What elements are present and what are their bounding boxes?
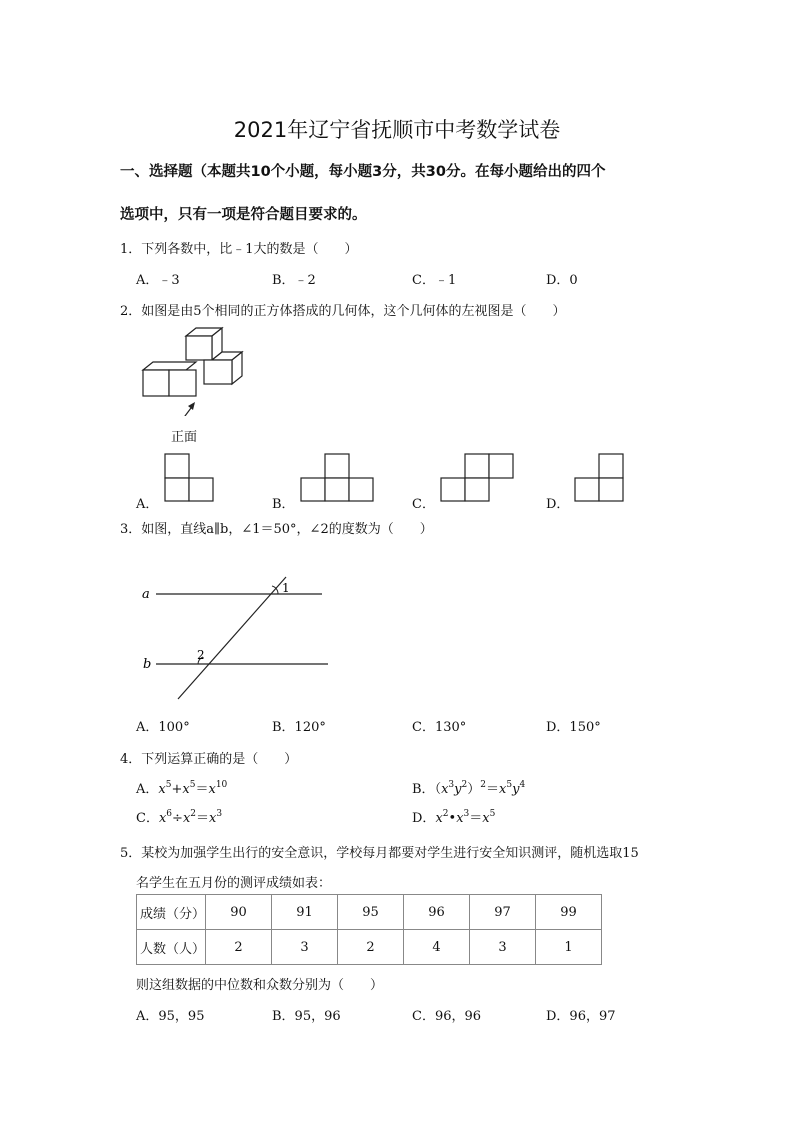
q2-option-c-figure xyxy=(440,453,516,503)
table-header-score: 成绩（分） xyxy=(137,895,206,930)
section-heading-line1: 一、选择题（本题共10个小题，每小题3分，共30分。在每小题给出的四个 xyxy=(120,164,606,180)
table-row xyxy=(137,930,602,965)
q2-option-b-figure xyxy=(300,453,376,503)
q1-option-a: A．﹣3 xyxy=(136,273,180,288)
q1-stem: 1．下列各数中，比﹣1大的数是（ ） xyxy=(120,242,358,257)
section-heading-line2: 选项中，只有一项是符合题目要求的。 xyxy=(120,207,367,223)
q2-option-c: C． xyxy=(412,497,435,512)
q4-option-c-letter: C． xyxy=(136,811,159,826)
table-cell: 96 xyxy=(404,895,470,930)
q2-option-a: A． xyxy=(136,497,159,512)
q4-option-a-expr: $x^5+x^5=x^{10}$ xyxy=(158,780,228,797)
table-cell: 95 xyxy=(338,895,404,930)
q4-option-a xyxy=(136,778,227,797)
table-cell: 2 xyxy=(206,930,272,965)
q4-option-a-letter: A． xyxy=(136,782,159,797)
q2-option-d-figure xyxy=(574,453,626,503)
q3-parallel-lines-figure xyxy=(136,566,336,706)
q5-stem-line2: 名学生在五月份的测评成绩如表： xyxy=(136,876,332,891)
q4-option-c-expr: $x^6\div x^2=x^3$ xyxy=(158,809,223,826)
table-cell: 90 xyxy=(206,895,272,930)
q2-cube-figure xyxy=(136,326,248,416)
q1-option-c: C．﹣1 xyxy=(412,273,457,288)
q4-option-d-expr: $x^2•x^3=x^5$ xyxy=(435,809,496,826)
table-cell: 99 xyxy=(536,895,602,930)
q5-option-b: B．95，96 xyxy=(272,1009,341,1024)
q1-option-d: D．0 xyxy=(546,273,578,288)
q5-option-a: A．95，95 xyxy=(136,1009,205,1024)
table-cell: 4 xyxy=(404,930,470,965)
q5-stem-line1: 5．某校为加强学生出行的安全意识，学校每月都要对学生进行安全知识测评，随机选取15 xyxy=(120,846,639,861)
q2-front-label: 正面 xyxy=(171,430,198,445)
q3-option-c: C．130° xyxy=(412,720,467,735)
table-cell: 97 xyxy=(470,895,536,930)
q3-option-a: A．100° xyxy=(136,720,190,735)
q4-option-d xyxy=(412,807,495,826)
q3-option-b: B．120° xyxy=(272,720,326,735)
q5-option-c: C．96，96 xyxy=(412,1009,482,1024)
q1-option-b: B．﹣2 xyxy=(272,273,316,288)
label-angle1: 1 xyxy=(282,581,290,595)
q2-option-a-figure xyxy=(164,453,216,503)
q2-option-b: B． xyxy=(272,497,295,512)
q4-option-b xyxy=(412,778,525,797)
table-cell: 91 xyxy=(272,895,338,930)
q4-option-c xyxy=(136,807,222,826)
q4-option-b-expr: $(x^3y^2)^2=x^5y^4$ xyxy=(434,780,526,797)
q4-option-b-letter: B． xyxy=(412,782,435,797)
table-header-count: 人数（人） xyxy=(137,930,206,965)
label-b: b xyxy=(143,657,152,672)
page-title: 2021年辽宁省抚顺市中考数学试卷 xyxy=(233,118,561,142)
table-row xyxy=(137,895,602,930)
label-a: a xyxy=(142,587,150,602)
q3-stem: 3．如图，直线a∥b，∠1＝50°，∠2的度数为（ ） xyxy=(120,522,433,537)
table-cell: 2 xyxy=(338,930,404,965)
table-cell: 3 xyxy=(470,930,536,965)
q2-stem: 2．如图是由5个相同的正方体搭成的几何体，这个几何体的左视图是（ ） xyxy=(120,304,566,319)
q5-question: 则这组数据的中位数和众数分别为（ ） xyxy=(136,978,384,993)
q4-stem: 4．下列运算正确的是（ ） xyxy=(120,752,298,767)
q3-option-d: D．150° xyxy=(546,720,601,735)
q4-option-d-letter: D． xyxy=(412,811,436,826)
cube-top-front xyxy=(186,336,212,360)
q5-option-d: D．96，97 xyxy=(546,1009,616,1024)
q2-option-d: D． xyxy=(546,497,570,512)
label-angle2: 2 xyxy=(197,648,205,662)
transversal-line xyxy=(178,577,286,699)
table-cell: 1 xyxy=(536,930,602,965)
table-cell: 3 xyxy=(272,930,338,965)
q5-score-table xyxy=(136,894,602,965)
